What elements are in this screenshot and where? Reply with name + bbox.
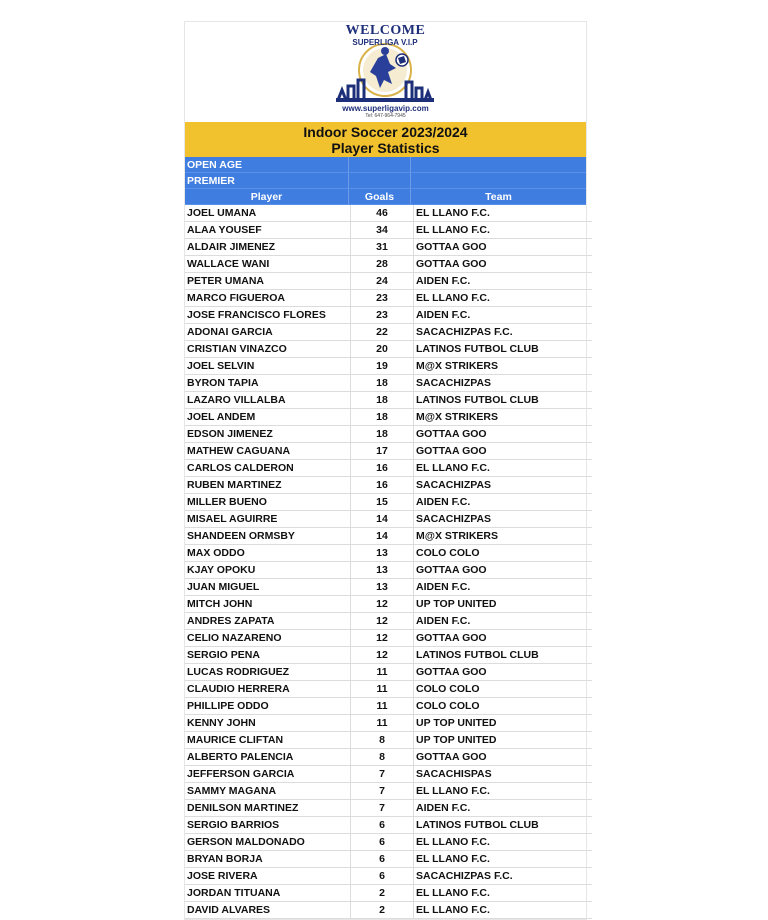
goals-cell: 18 — [351, 409, 414, 426]
team-name-cell: M@X STRIKERS — [414, 358, 593, 375]
table-row — [185, 834, 592, 851]
goals-cell: 16 — [351, 477, 414, 494]
table-row — [185, 579, 592, 596]
goals-cell: 12 — [351, 596, 414, 613]
player-name-cell: JOSE RIVERA — [185, 868, 351, 885]
team-name-cell: GOTTAA GOO — [414, 630, 593, 647]
player-name-cell: MARCO FIGUEROA — [185, 290, 351, 307]
goals-cell: 20 — [351, 341, 414, 358]
player-name-cell: JOEL ANDEM — [185, 409, 351, 426]
table-row — [185, 749, 592, 766]
goals-cell: 18 — [351, 392, 414, 409]
table-row — [185, 647, 592, 664]
team-name-cell: SACACHIZPAS — [414, 511, 593, 528]
player-name-cell: SHANDEEN ORMSBY — [185, 528, 351, 545]
team-name-cell: EL LLANO F.C. — [414, 290, 593, 307]
level-spacer-goals — [348, 173, 410, 188]
table-row — [185, 851, 592, 868]
column-header-team: Team — [410, 189, 586, 204]
goals-cell: 19 — [351, 358, 414, 375]
player-name-cell: ALDAIR JIMENEZ — [185, 239, 351, 256]
player-name-cell: DENILSON MARTINEZ — [185, 800, 351, 817]
table-row — [185, 256, 592, 273]
player-name-cell: SERGIO BARRIOS — [185, 817, 351, 834]
table-row — [185, 817, 592, 834]
player-name-cell: ADONAI GARCIA — [185, 324, 351, 341]
goals-cell: 46 — [351, 205, 414, 222]
goals-cell: 7 — [351, 783, 414, 800]
player-name-cell: BYRON TAPIA — [185, 375, 351, 392]
team-name-cell: AIDEN F.C. — [414, 613, 593, 630]
table-row — [185, 443, 592, 460]
team-name-cell: SACACHIZPAS F.C. — [414, 868, 593, 885]
goals-cell: 15 — [351, 494, 414, 511]
team-name-cell: EL LLANO F.C. — [414, 902, 593, 919]
team-name-cell: COLO COLO — [414, 698, 593, 715]
team-name-cell: EL LLANO F.C. — [414, 222, 593, 239]
team-name-cell: GOTTAA GOO — [414, 239, 593, 256]
website-text: www.superligavip.com — [342, 104, 429, 113]
player-name-cell: EDSON JIMENEZ — [185, 426, 351, 443]
table-row — [185, 528, 592, 545]
player-name-cell: JOSE FRANCISCO FLORES — [185, 307, 351, 324]
team-name-cell: UP TOP UNITED — [414, 596, 593, 613]
player-name-cell: PHILLIPE ODDO — [185, 698, 351, 715]
player-name-cell: MILLER BUENO — [185, 494, 351, 511]
player-name-cell: BRYAN BORJA — [185, 851, 351, 868]
goals-cell: 6 — [351, 868, 414, 885]
team-name-cell: AIDEN F.C. — [414, 307, 593, 324]
team-name-cell: LATINOS FUTBOL CLUB — [414, 341, 593, 358]
team-name-cell: EL LLANO F.C. — [414, 783, 593, 800]
goals-cell: 28 — [351, 256, 414, 273]
goals-cell: 18 — [351, 426, 414, 443]
player-name-cell: CARLOS CALDERON — [185, 460, 351, 477]
team-name-cell: UP TOP UNITED — [414, 732, 593, 749]
player-name-cell: CRISTIAN VINAZCO — [185, 341, 351, 358]
division-spacer-goals — [348, 157, 410, 172]
goals-cell: 13 — [351, 545, 414, 562]
team-name-cell: AIDEN F.C. — [414, 579, 593, 596]
player-name-cell: DAVID ALVARES — [185, 902, 351, 919]
player-name-cell: KENNY JOHN — [185, 715, 351, 732]
team-name-cell: EL LLANO F.C. — [414, 460, 593, 477]
table-row — [185, 698, 592, 715]
table-row — [185, 630, 592, 647]
table-row — [185, 681, 592, 698]
team-name-cell: SACACHIZPAS — [414, 375, 593, 392]
table-row — [185, 392, 592, 409]
team-name-cell: SACACHIZPAS — [414, 477, 593, 494]
team-name-cell: GOTTAA GOO — [414, 443, 593, 460]
goals-cell: 11 — [351, 715, 414, 732]
goals-cell: 6 — [351, 851, 414, 868]
level-row — [185, 173, 586, 189]
table-row — [185, 290, 592, 307]
player-name-cell: LUCAS RODRIGUEZ — [185, 664, 351, 681]
goals-cell: 11 — [351, 698, 414, 715]
table-row — [185, 732, 592, 749]
table-row — [185, 477, 592, 494]
team-name-cell: EL LLANO F.C. — [414, 851, 593, 868]
player-name-cell: MISAEL AGUIRRE — [185, 511, 351, 528]
team-name-cell: COLO COLO — [414, 681, 593, 698]
team-name-cell: M@X STRIKERS — [414, 528, 593, 545]
player-stats-body — [185, 205, 592, 919]
player-stats-table — [185, 205, 592, 919]
goals-cell: 23 — [351, 307, 414, 324]
logo-text: SUPERLIGA V.I.P — [352, 38, 418, 47]
goals-cell: 14 — [351, 511, 414, 528]
team-name-cell: AIDEN F.C. — [414, 494, 593, 511]
goals-cell: 6 — [351, 834, 414, 851]
team-name-cell: SACACHIZPAS F.C. — [414, 324, 593, 341]
team-name-cell: EL LLANO F.C. — [414, 885, 593, 902]
column-header-row — [185, 189, 586, 205]
table-row — [185, 324, 592, 341]
title-line-2: Player Statistics — [331, 140, 440, 156]
table-row — [185, 358, 592, 375]
goals-cell: 7 — [351, 800, 414, 817]
table-row — [185, 511, 592, 528]
stats-sheet — [184, 21, 587, 920]
player-name-cell: SAMMY MAGANA — [185, 783, 351, 800]
player-name-cell: JORDAN TITUANA — [185, 885, 351, 902]
player-name-cell: KJAY OPOKU — [185, 562, 351, 579]
goals-cell: 13 — [351, 579, 414, 596]
table-row — [185, 545, 592, 562]
team-name-cell: UP TOP UNITED — [414, 715, 593, 732]
goals-cell: 24 — [351, 273, 414, 290]
goals-cell: 7 — [351, 766, 414, 783]
team-name-cell: EL LLANO F.C. — [414, 834, 593, 851]
table-row — [185, 902, 592, 919]
team-name-cell: GOTTAA GOO — [414, 562, 593, 579]
goals-cell: 11 — [351, 681, 414, 698]
player-name-cell: ALAA YOUSEF — [185, 222, 351, 239]
table-row — [185, 664, 592, 681]
team-name-cell: LATINOS FUTBOL CLUB — [414, 817, 593, 834]
goals-cell: 34 — [351, 222, 414, 239]
level-spacer-team — [410, 173, 586, 188]
table-row — [185, 375, 592, 392]
goals-cell: 16 — [351, 460, 414, 477]
player-name-cell: MAX ODDO — [185, 545, 351, 562]
goals-cell: 12 — [351, 613, 414, 630]
player-name-cell: WALLACE WANI — [185, 256, 351, 273]
goals-cell: 18 — [351, 375, 414, 392]
table-row — [185, 715, 592, 732]
goals-cell: 8 — [351, 749, 414, 766]
player-name-cell: MITCH JOHN — [185, 596, 351, 613]
division-label: OPEN AGE — [187, 159, 243, 171]
player-name-cell: CELIO NAZARENO — [185, 630, 351, 647]
player-name-cell: MAURICE CLIFTAN — [185, 732, 351, 749]
player-name-cell: JUAN MIGUEL — [185, 579, 351, 596]
goals-cell: 14 — [351, 528, 414, 545]
team-name-cell: EL LLANO F.C. — [414, 205, 593, 222]
player-name-cell: RUBEN MARTINEZ — [185, 477, 351, 494]
table-row — [185, 885, 592, 902]
player-name-cell: JOEL UMANA — [185, 205, 351, 222]
title-banner — [185, 122, 586, 157]
player-name-cell: MATHEW CAGUANA — [185, 443, 351, 460]
team-name-cell: LATINOS FUTBOL CLUB — [414, 647, 593, 664]
logo-area — [185, 22, 586, 122]
player-name-cell: PETER UMANA — [185, 273, 351, 290]
table-row — [185, 222, 592, 239]
goals-cell: 13 — [351, 562, 414, 579]
table-row — [185, 766, 592, 783]
welcome-text: WELCOME — [345, 23, 426, 38]
player-name-cell: ANDRES ZAPATA — [185, 613, 351, 630]
level-label: PREMIER — [187, 175, 235, 187]
team-name-cell: GOTTAA GOO — [414, 664, 593, 681]
table-row — [185, 239, 592, 256]
table-row — [185, 426, 592, 443]
table-row — [185, 307, 592, 324]
table-row — [185, 562, 592, 579]
goals-cell: 23 — [351, 290, 414, 307]
table-row — [185, 460, 592, 477]
team-name-cell: AIDEN F.C. — [414, 800, 593, 817]
table-row — [185, 205, 592, 222]
column-header-player: Player — [250, 191, 283, 203]
team-name-cell: GOTTAA GOO — [414, 256, 593, 273]
player-name-cell: CLAUDIO HERRERA — [185, 681, 351, 698]
table-row — [185, 596, 592, 613]
player-name-cell: JOEL SELVIN — [185, 358, 351, 375]
division-spacer-team — [410, 157, 586, 172]
goals-cell: 12 — [351, 647, 414, 664]
column-header-goals: Goals — [348, 189, 410, 204]
team-name-cell: LATINOS FUTBOL CLUB — [414, 392, 593, 409]
goals-cell: 6 — [351, 817, 414, 834]
team-name-cell: SACACHISPAS — [414, 766, 593, 783]
table-row — [185, 273, 592, 290]
player-name-cell: SERGIO PENA — [185, 647, 351, 664]
goals-cell: 31 — [351, 239, 414, 256]
team-name-cell: M@X STRIKERS — [414, 409, 593, 426]
category-header — [185, 157, 586, 205]
team-name-cell: GOTTAA GOO — [414, 749, 593, 766]
superliga-logo — [330, 36, 440, 104]
goals-cell: 2 — [351, 902, 414, 919]
table-row — [185, 783, 592, 800]
team-name-cell: COLO COLO — [414, 545, 593, 562]
division-row — [185, 157, 586, 173]
table-row — [185, 494, 592, 511]
goals-cell: 2 — [351, 885, 414, 902]
player-name-cell: LAZARO VILLALBA — [185, 392, 351, 409]
player-name-cell: ALBERTO PALENCIA — [185, 749, 351, 766]
table-row — [185, 800, 592, 817]
table-row — [185, 409, 592, 426]
title-line-1: Indoor Soccer 2023/2024 — [303, 124, 468, 140]
team-name-cell: GOTTAA GOO — [414, 426, 593, 443]
goals-cell: 17 — [351, 443, 414, 460]
team-name-cell: AIDEN F.C. — [414, 273, 593, 290]
goals-cell: 12 — [351, 630, 414, 647]
goals-cell: 8 — [351, 732, 414, 749]
goals-cell: 22 — [351, 324, 414, 341]
player-name-cell: GERSON MALDONADO — [185, 834, 351, 851]
table-row — [185, 868, 592, 885]
table-row — [185, 613, 592, 630]
goals-cell: 11 — [351, 664, 414, 681]
player-name-cell: JEFFERSON GARCIA — [185, 766, 351, 783]
table-row — [185, 341, 592, 358]
phone-text: Tel: 647-964-7945 — [365, 113, 406, 119]
